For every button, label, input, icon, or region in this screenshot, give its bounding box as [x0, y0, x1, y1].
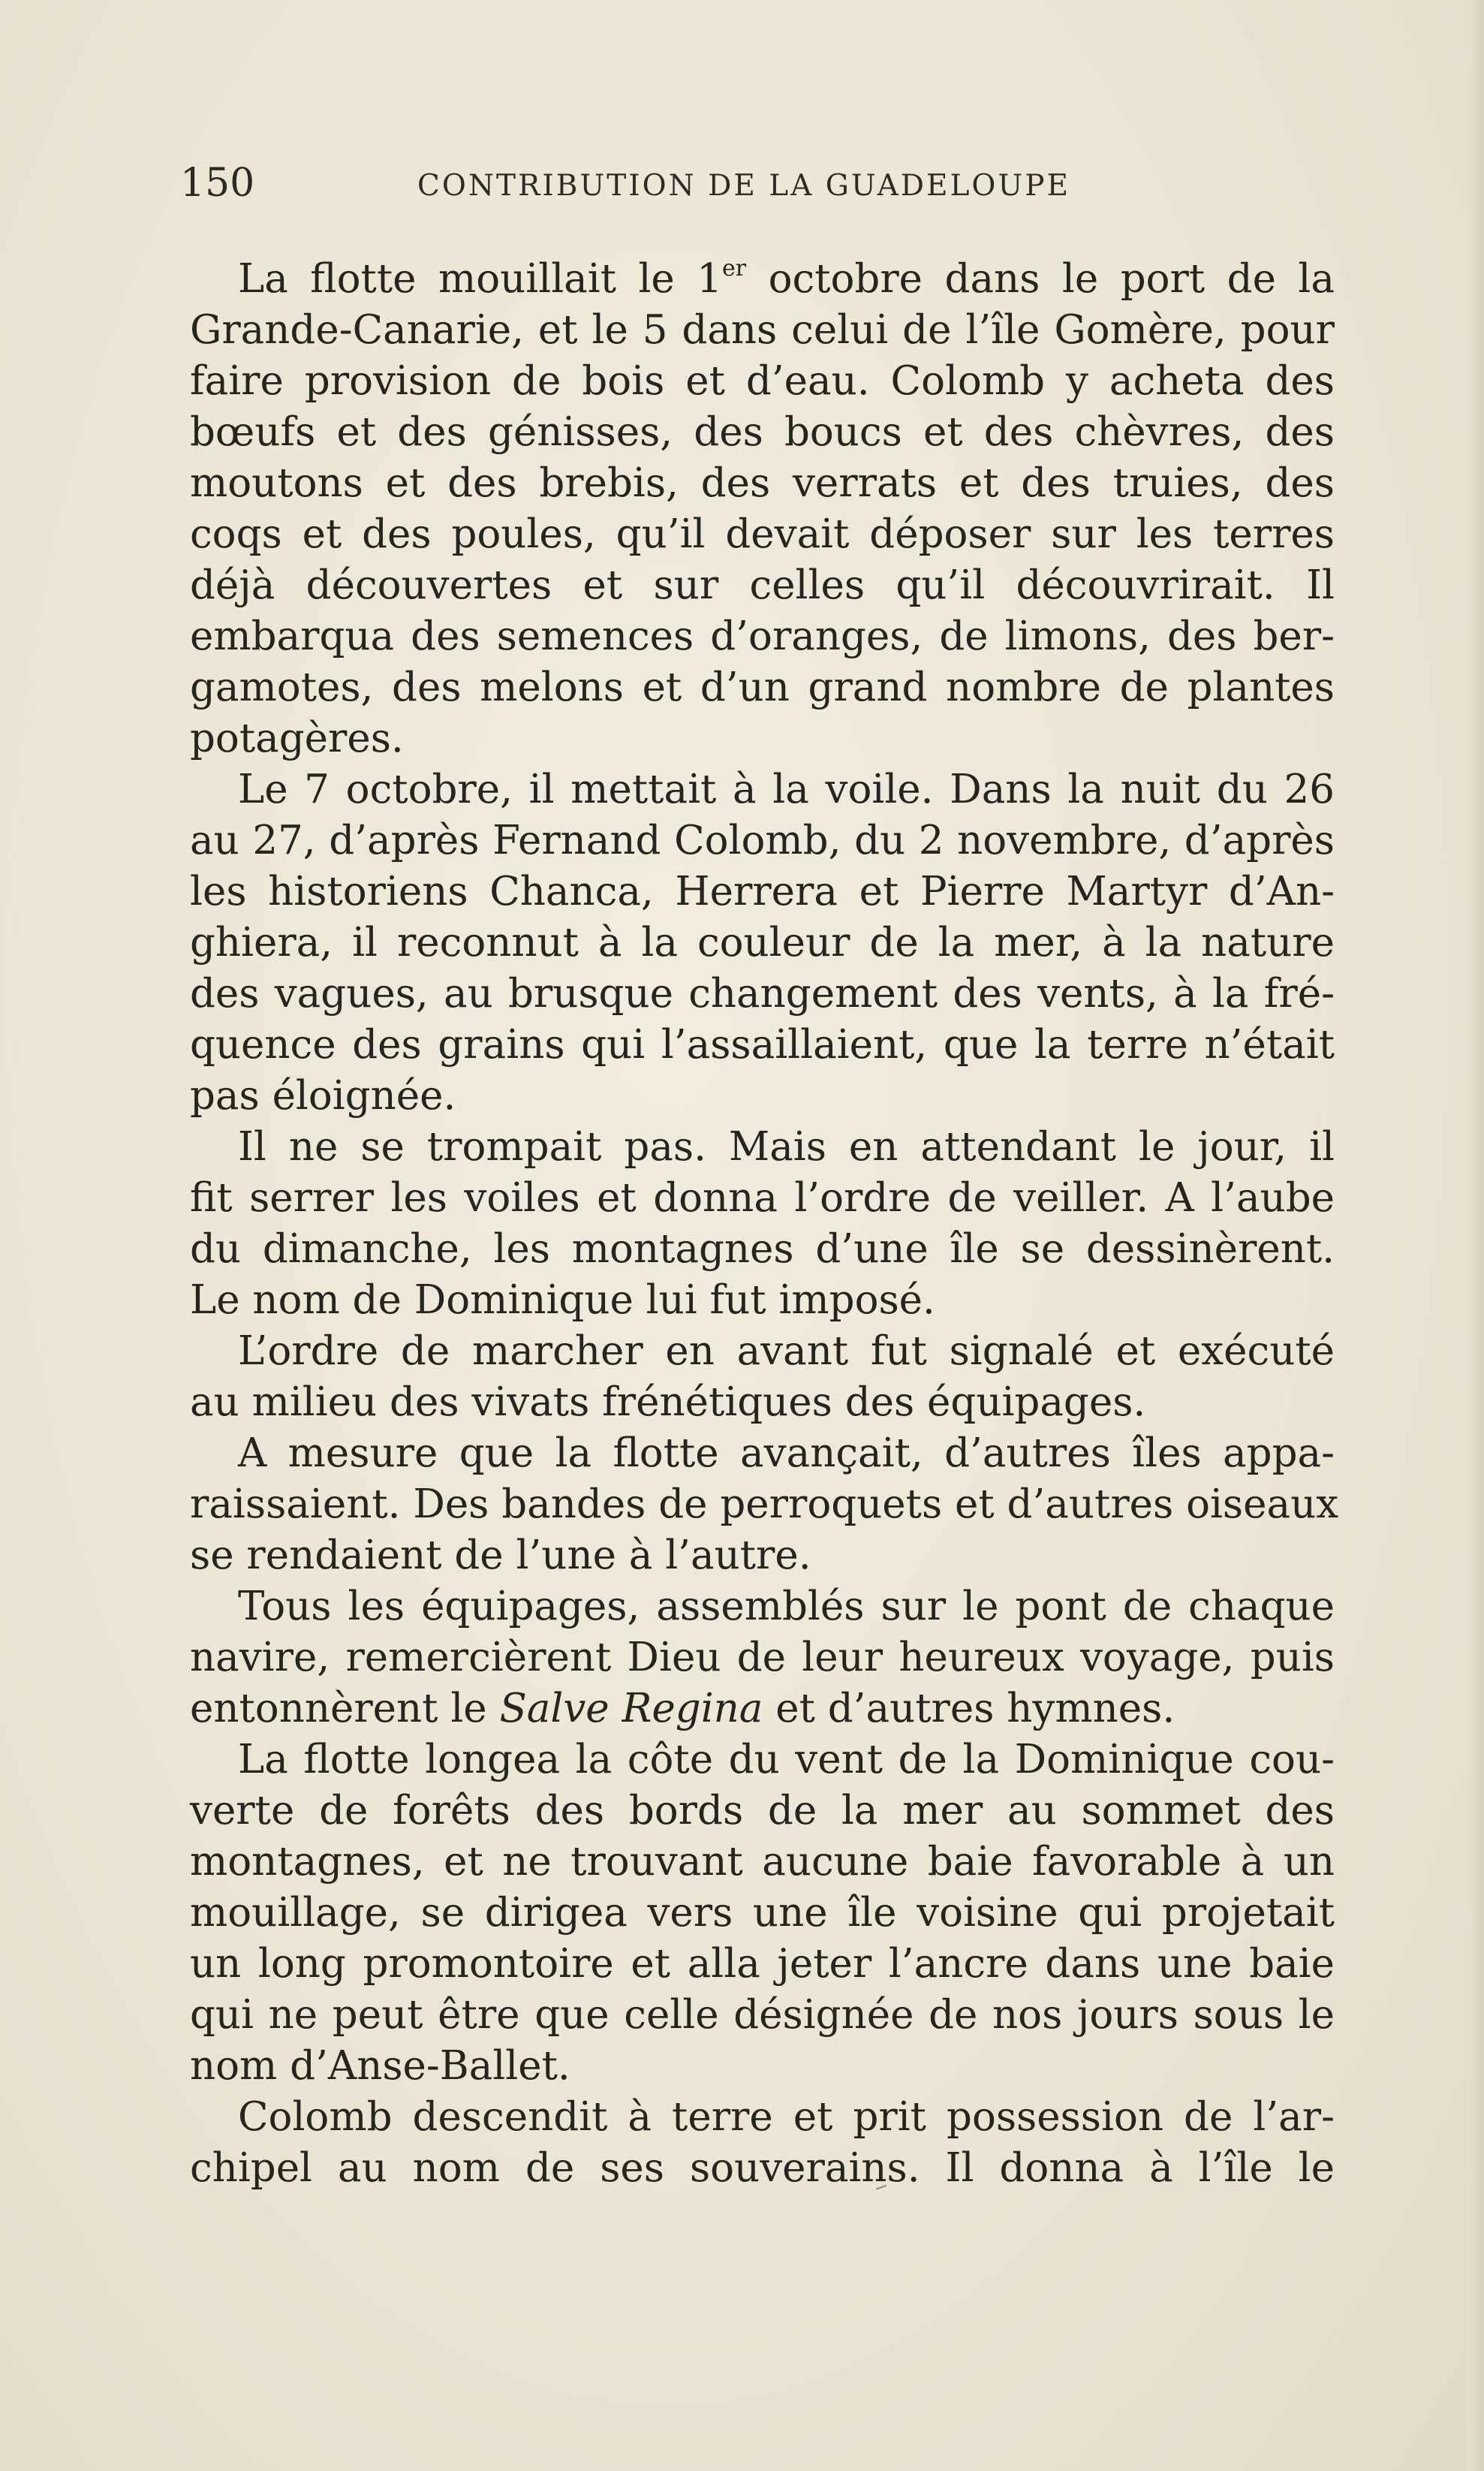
text-line: potagères.	[190, 716, 404, 761]
text-segment: entonnèrent le	[190, 1686, 500, 1731]
text-line: Il ne se trompait pas. Mais en attendant le jour, il	[238, 1124, 1335, 1170]
text-segment: La flotte mouillait le 1	[238, 256, 723, 302]
text-line: déjà découvertes et sur celles qu’il découvrirait. Il	[190, 562, 1335, 608]
running-header	[0, 150, 1484, 225]
text-line	[190, 1683, 1335, 1734]
text-line: coqs et des poules, qu’il devait déposer sur les terres	[190, 511, 1335, 557]
text-line	[190, 254, 1335, 305]
text-line: quence des grains qui l’assaillaient, que la terre n’était	[190, 1022, 1335, 1068]
text-line: A mesure que la flotte avançait, d’autres îles appa-	[238, 1430, 1335, 1476]
text-line: montagnes, et ne trouvant aucune baie favorable à un	[190, 1839, 1335, 1885]
text-line: du dimanche, les montagnes d’une île se dessinèrent.	[190, 1226, 1335, 1272]
text-line: les historiens Chanca, Herrera et Pierre Martyr d’An-	[190, 869, 1335, 915]
text-line: gamotes, des melons et d’un grand nombre de plantes	[190, 664, 1335, 710]
text-line: fit serrer les voiles et donna l’ordre de veiller. A l’aube	[190, 1175, 1335, 1221]
italic-title: Salve Regina	[499, 1686, 763, 1731]
text-line: se rendaient de l’une à l’autre.	[190, 1532, 811, 1578]
text-line: navire, remercièrent Dieu de leur heureux voyage, puis	[190, 1635, 1335, 1680]
text-segment: octobre dans le port de la	[746, 256, 1335, 302]
text-line: nom d’Anse-Ballet.	[190, 2043, 570, 2089]
body-text	[190, 254, 1339, 2194]
page-number: 150	[180, 161, 255, 206]
text-line: verte de forêts des bords de la mer au sommet des	[190, 1788, 1335, 1834]
text-line: Le 7 octobre, il mettait à la voile. Dans la nuit du 26	[238, 767, 1335, 812]
text-line: pas éloignée.	[190, 1073, 456, 1119]
text-line: mouillage, se dirigea vers une île voisine qui projetait	[190, 1890, 1335, 1936]
superscript: er	[722, 255, 747, 282]
text-line: chipel au nom de ses souverains. Il donna à l’île le	[190, 2145, 1335, 2191]
text-line: faire provision de bois et d’eau. Colomb y acheta des	[190, 358, 1335, 404]
text-line: au 27, d’après Fernand Colomb, du 2 novembre, d’après	[190, 818, 1335, 863]
text-line: embarqua des semences d’oranges, de limons, des ber-	[190, 613, 1335, 659]
text-line: qui ne peut être que celle désignée de nos jours sous le	[190, 1992, 1335, 2038]
text-line: au milieu des vivats frénétiques des équipages.	[190, 1379, 1146, 1425]
text-segment: et d’autres hymnes.	[763, 1686, 1175, 1731]
text-line: Le nom de Dominique lui fut imposé.	[190, 1277, 935, 1323]
text-line: L’ordre de marcher en avant fut signalé et exécuté	[238, 1328, 1335, 1374]
text-line: Grande-Canarie, et le 5 dans celui de l’île Gomère, pour	[190, 307, 1335, 353]
text-line: Colomb descendit à terre et prit possession de l’ar-	[238, 2094, 1335, 2140]
text-line: ghiera, il reconnut à la couleur de la mer, à la nature	[190, 920, 1335, 966]
page-edge-shadow	[1467, 0, 1484, 2471]
text-line: La flotte longea la côte du vent de la Dominique cou-	[238, 1737, 1335, 1782]
text-line: raissaient. Des bandes de perroquets et d’autres oiseaux	[190, 1481, 1339, 1527]
text-line: un long promontoire et alla jeter l’ancre dans une baie	[190, 1941, 1335, 1987]
text-line: moutons et des brebis, des verrats et des truies, des	[190, 460, 1335, 506]
text-line: Tous les équipages, assemblés sur le pont de chaque	[238, 1584, 1335, 1629]
text-line: des vagues, au brusque changement des vents, à la fré-	[190, 971, 1335, 1017]
running-title: CONTRIBUTION DE LA GUADELOUPE	[417, 169, 1070, 203]
text-line: bœufs et des génisses, des boucs et des chèvres, des	[190, 409, 1335, 455]
